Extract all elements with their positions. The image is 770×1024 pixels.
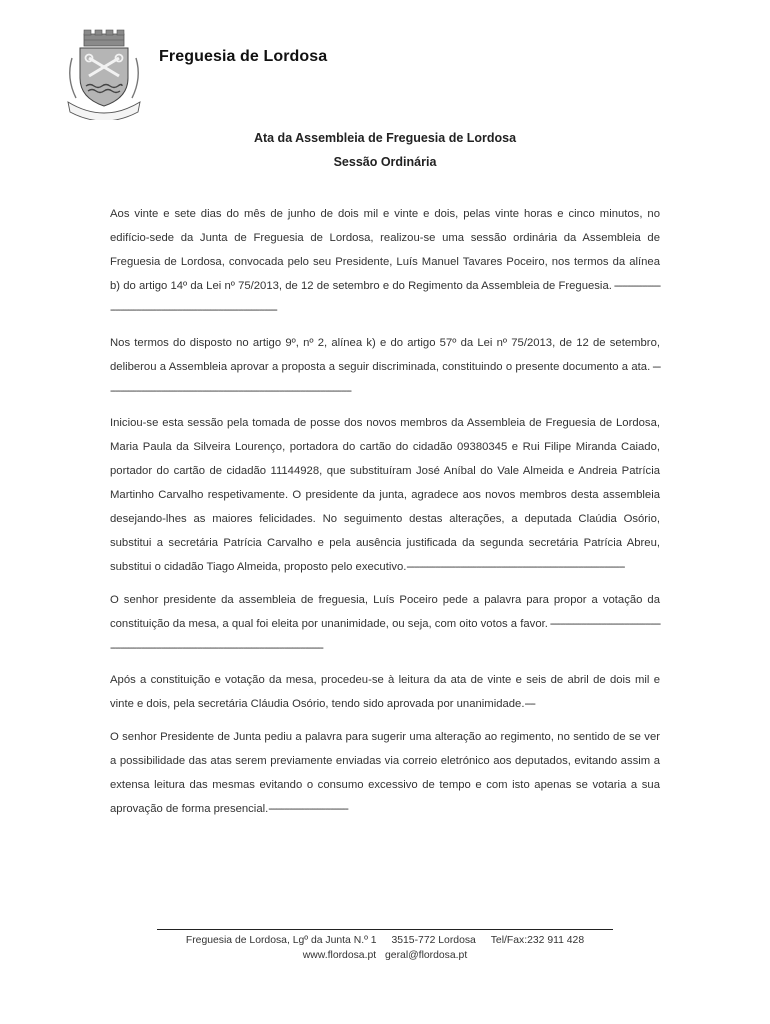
document-header [0,126,770,174]
document-body [110,202,660,829]
paragraph-4: O senhor presidente da assembleia de freguesia, Luís Poceiro pede a palavra para propor a votação da constituição da mesa, a qual foi eleita por unanimidade, ou seja, com oito votos a favor. ------------------------------------------------------------------------------------------------------------------------------ [110,593,660,654]
paragraph-1: Aos vinte e sete dias do mês de junho de dois mil e vinte e dois, pelas vinte horas e cinco minutos, no edifício-sede da Junta de Freguesia de Lordosa, realizou-se uma sessão ordinária da Assembleia de Freguesia de Lordosa, convocada pelo seu Presidente, Luís Manuel Tavares Poceiro, nos termos da alínea b) do artigo 14º da Lei nº 75/2013, de 12 de setembro e do Regimento da Assembleia de Freguesia. ----------------------------------------------------------------------------------- [110,208,660,316]
letterhead [62,28,662,123]
paragraph-5: Após a constituição e votação da mesa, procedeu-se à leitura da ata de vinte e seis de abril de dois mil e vinte e dois, pela secretária Cláudia Osório, tendo sido aprovada por unanimidade.---- [110,674,660,710]
footer-divider [157,929,613,930]
footer-contact-row [157,933,613,948]
footer-website-link[interactable]: www.flordosa.pt [302,950,377,961]
footer-phone: Tel/Fax:232 911 428 [490,935,585,946]
paragraph-3: Iniciou-se esta sessão pela tomada de posse dos novos membros da Assembleia de Freguesia de Lordosa, Maria Paula da Silveira Lourenço, portadora do cartão do cidadão 09380345 e Rui Filipe Miranda Caiado, portador do cartão de cidadão 11144928, que substituíram José Aníbal do Vale Almeida e Andreia Patrícia Martinho Carvalho respetivamente. O presidente da junta, agradece aos novos membros desta assembleia desejando-lhes as maiores felicidades. No seguimento destas alterações, a deputada Claúdia Osório, substitui a secretária Patrícia Carvalho e pela ausência justificada da segunda secretária Patrícia Abreu, substitui o cidadão Tiago Almeida, proposto pelo executivo.------------------------------------------------------------------------------------- [110,417,660,573]
document-subtitle: Sessão Ordinária [333,155,437,169]
footer [157,933,613,963]
document-title: Ata da Assembleia de Freguesia de Lordosa [253,131,517,145]
footer-web-row [157,948,613,963]
footer-address: Freguesia de Lordosa, Lgº da Junta N.º 1 [185,935,377,946]
paragraph-2: Nos termos do disposto no artigo 9º, nº 2, alínea k) e do artigo 57º da Lei nº 75/2013, de 12 de setembro, deliberou a Assembleia aprovar a proposta a seguir discriminada, constituindo o presente documento a ata. ------------------------------------------------------------------------------------------------- [110,336,661,397]
organization-name: Freguesia de Lordosa [159,48,328,65]
footer-postal-code: 3515-772 Lordosa [391,935,476,946]
coat-of-arms-logo [62,28,146,120]
footer-email-link[interactable]: geral@flordosa.pt [385,950,468,961]
paragraph-6: O senhor Presidente de Junta pediu a palavra para sugerir uma alteração ao regimento, no sentido de se ver a possibilidade das atas serem previamente enviadas via correio eletrónico aos deputados, evitando assim a extensa leitura das mesmas evitando o consumo excessivo de tempo e com isto apenas se votaria a sua aprovação de forma presencial.------------------------------- [110,730,660,815]
